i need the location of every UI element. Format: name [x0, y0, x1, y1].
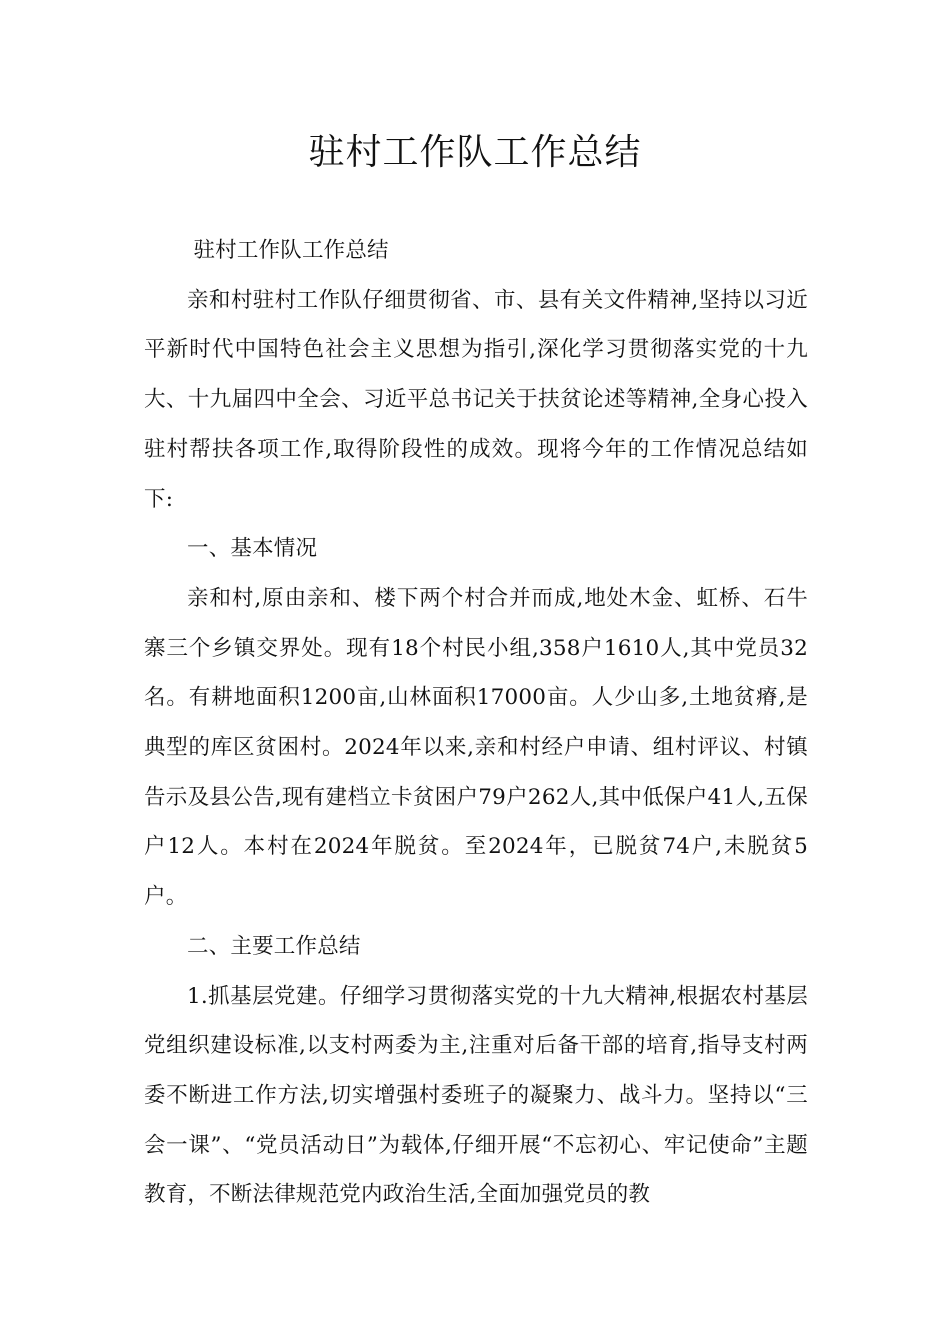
intro-paragraph: 亲和村驻村工作队仔细贯彻省、市、县有关文件精神,坚持以习近平新时代中国特色社会主义思想为指引,深化学习贯彻落实党的十九大、十九届四中全会、习近平总书记关于扶贫论述等精神,全身心投入驻村帮扶各项工作,取得阶段性的成效。现将今年的工作情况总结如下: — [144, 287, 808, 512]
basic-situation-paragraph: 亲和村,原由亲和、楼下两个村合并而成,地处木金、虹桥、石牛寨三个乡镇交界处。现有18个村民小组,358户1610人,其中党员32名。有耕地面积1200亩,山林面积17000亩。人少山多,土地贫瘠,是典型的库区贫困村。2024年以来,亲和村经户申请、组村评议、村镇告示及县公告,现有建档立卡贫困户79户262人,其中低保户41人,五保户12人。本村在2024年脱贫。至2024年，已脱贫74户,未脱贫5户。 — [144, 585, 808, 910]
section-heading-basic-situation: 一、基本情况 — [187, 536, 318, 562]
document-body — [144, 226, 808, 1220]
section-heading-main-work: 二、主要工作总结 — [187, 933, 361, 959]
party-building-paragraph: 1.抓基层党建。仔细学习贯彻落实党的十九大精神,根据农村基层党组织建设标准,以支村两委为主,注重对后备干部的培育,指导支村两委不断进工作方法,切实增强村委班子的凝聚力、战斗力。坚持以“三会一课”、“党员活动日”为载体,仔细开展“不忘初心、牢记使命”主题教育，不断法律规范党内政治生活,全面加强党员的教 — [144, 983, 808, 1208]
document-title: 驻村工作队工作总结 — [308, 132, 642, 173]
document-subtitle: 驻村工作队工作总结 — [193, 238, 389, 263]
